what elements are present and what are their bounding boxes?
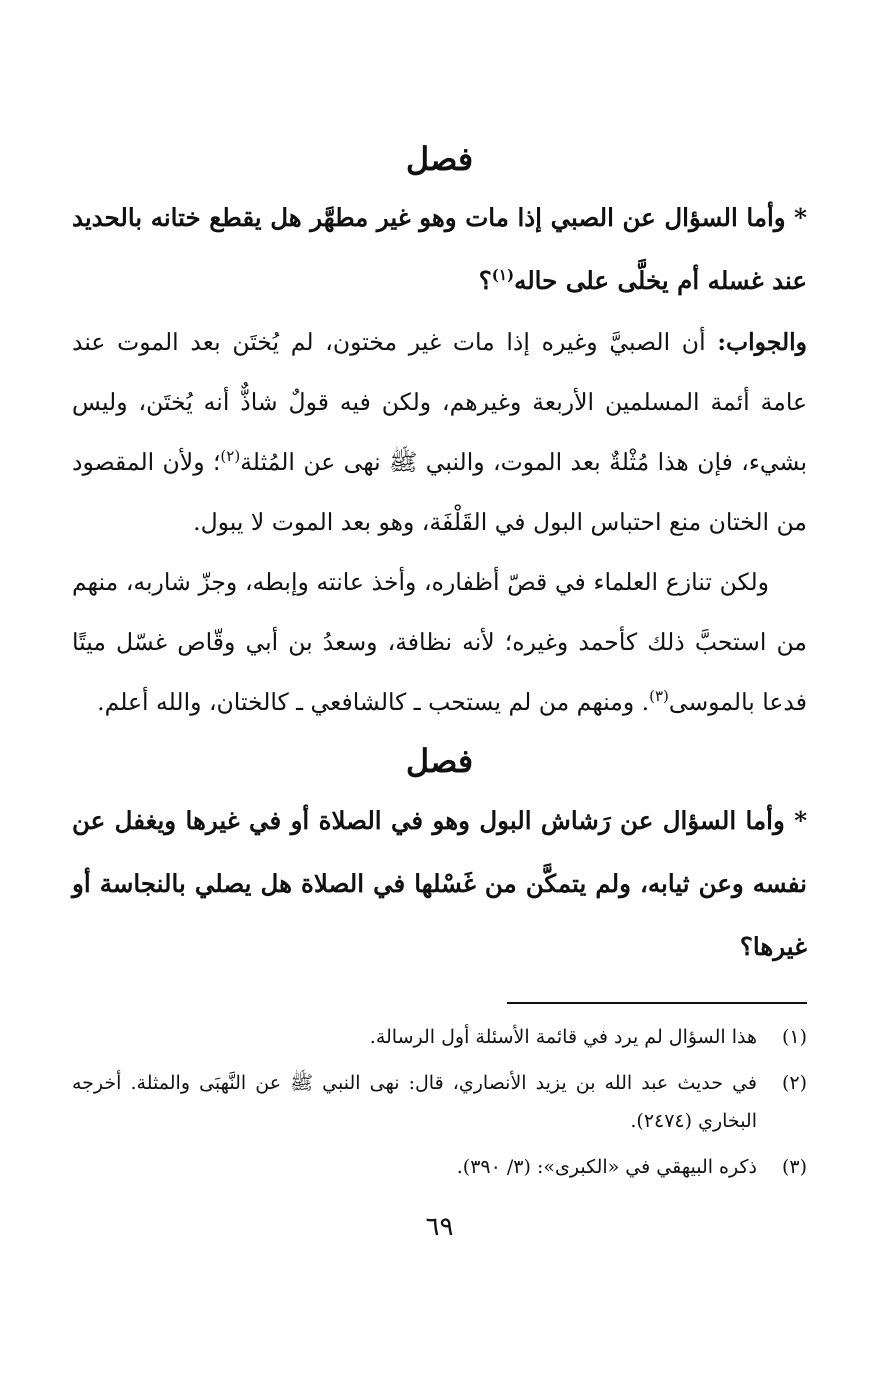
footnote-ref-1: (١) bbox=[491, 266, 515, 285]
footnote-number: (١) bbox=[781, 1025, 807, 1048]
footnote-ref-3: (٣) bbox=[649, 687, 669, 706]
paragraph-2-text-2: . ومنهم من لم يستحب ـ كالشافعي ـ كالختان، والله أعلم. bbox=[97, 688, 650, 717]
answer-text-2: ؛ ولأن المقصود من الختان منع احتباس البول في القَلْفَة، وهو بعد الموت لا يبول. bbox=[72, 448, 807, 537]
footnote-1 bbox=[72, 1018, 807, 1056]
section-heading-1: فصل bbox=[405, 140, 474, 178]
section-heading-2: فصل bbox=[405, 742, 474, 781]
answer-lead: والجواب: bbox=[717, 328, 807, 357]
book-page bbox=[72, 130, 807, 1242]
question-1 bbox=[72, 186, 807, 312]
footnote-2 bbox=[72, 1064, 807, 1140]
footnote-number: (٢) bbox=[781, 1071, 807, 1094]
footnote-text: في حديث عبد الله بن يزيد الأنصاري، قال: نهى النبي ﷺ عن النَّهبَى والمثلة. أخرجه البخاري (٢٤٧٤). bbox=[72, 1071, 757, 1132]
footnote-number: (٣) bbox=[781, 1155, 807, 1178]
footnotes bbox=[72, 1018, 807, 1186]
footnote-divider bbox=[507, 1002, 807, 1004]
paragraph-2 bbox=[72, 552, 807, 732]
footnote-text: ذكره البيهقي في «الكبرى»: (٣/ ٣٩٠). bbox=[456, 1155, 757, 1178]
page-number: ٦٩ bbox=[425, 1211, 454, 1242]
footnote-text: هذا السؤال لم يرد في قائمة الأسئلة أول الرسالة. bbox=[369, 1025, 757, 1048]
footnote-3 bbox=[72, 1148, 807, 1186]
question-2: * وأما السؤال عن رَشاش البول وهو في الصلاة أو في غيرها ويغفل عن نفسه وعن ثيابه، ولم يتمكَّن من غَسْلها في الصلاة هل يصلي بالنجاسة أو غيرها؟ bbox=[72, 805, 808, 961]
answer-text-1: أن الصبيَّ وغيره إذا مات غير مختون، لم يُختَن بعد الموت عند عامة أئمة المسلمين الأربعة وغيرهم، ولكن فيه قولٌ شاذٌّ أنه يُختَن، وليس بشيء، فإن هذا مُثْلةٌ بعد الموت، والنبي ﷺ نهى عن المُثلة bbox=[72, 328, 807, 477]
question-1-end: ؟ bbox=[478, 266, 492, 296]
question-1-text: * وأما السؤال عن الصبي إذا مات وهو غير مطهَّر هل يقطع ختانه بالحديد عند غسله أم يخلَّى على حاله bbox=[72, 203, 807, 296]
answer-paragraph bbox=[72, 312, 807, 552]
paragraph-2-text-1: ولكن تنازع العلماء في قصّ أظفاره، وأخذ عانته وإبطه، وجزّ شاربه، منهم من استحبَّ ذلك كأحمد وغيره؛ لأنه نظافة، وسعدُ بن أبي وقّاص غسّل ميتًا فدعا بالموسى bbox=[72, 568, 807, 717]
footnote-ref-2: (٢) bbox=[220, 447, 241, 466]
